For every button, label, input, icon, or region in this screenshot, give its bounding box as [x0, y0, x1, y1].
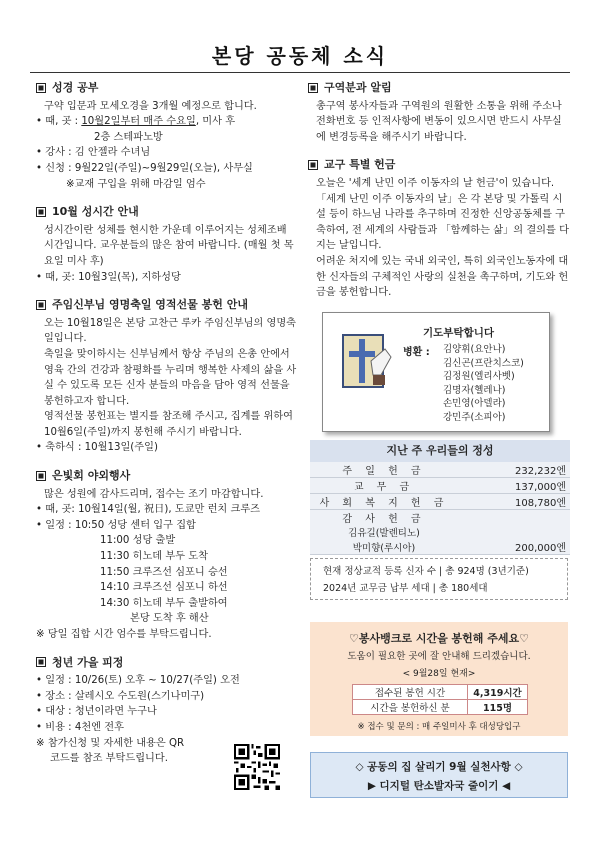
bible-note: ※교재 구입을 위해 마감일 엄수 [66, 178, 206, 190]
volunteer-bank-box [310, 622, 568, 736]
section-bible-study [36, 80, 298, 192]
table-row: 감 사 헌 금 [310, 510, 570, 526]
outing-note: ※ 당일 집합 시간 엄수를 부탁드립니다. [36, 629, 212, 640]
bible-when: • 때, 곳 : 10월2일부터 매주 수요일, 미사 후 [36, 116, 236, 128]
section-feast [36, 297, 298, 456]
square-bullet-icon [36, 300, 46, 310]
outing-when: • 때, 곳: 10월14일(월, 祝日), 도쿄만 런치 크루즈 [36, 504, 261, 516]
eco-action: ▶ 디지털 탄소발자국 줄이기 ◀ [367, 780, 511, 792]
prayer-name: 강민주(소피아) [443, 411, 506, 423]
offering-title: 지난 주 우리들의 정성 [310, 440, 570, 462]
prayer-name: 김명자(헬레나) [443, 384, 506, 396]
bible-intro: 구약 입문과 모세오경을 3개월 예정으로 합니다. [44, 100, 257, 112]
registration-line: 2024년 교무금 납부 세대 | 총 180세대 [323, 583, 488, 594]
volunteer-note: ※ 접수 및 문의 : 매 주일미사 후 대성당입구 [357, 722, 521, 732]
schedule-item: 11:00 성당 출발 [100, 535, 176, 547]
district-body: 총구역 봉사자들과 구역원의 원활한 소통을 위해 주소나 전화번호 등 인적사항에 변동이 있으시면 반드시 사무실에 변경등록을 해주시기 바랍니다. [316, 100, 562, 143]
prayer-names [443, 343, 524, 424]
prayer-title: 기도부탁합니다 [423, 327, 495, 339]
collection-p2: 어려운 처지에 있는 국내 외국인, 특히 외국인노동자에 대한 신자들의 구체적인 사랑의 실천을 촉구하며, 기도와 헌금을 봉헌합니다. [316, 255, 569, 299]
schedule-item: 14:10 크루즈선 심포니 하선 [100, 582, 228, 594]
section-outing [36, 468, 298, 643]
schedule-item: 11:50 크루즈선 심포니 승선 [100, 566, 228, 578]
volunteer-subtitle: 도움이 필요한 곳에 잘 안내해 드리겠습니다. [347, 651, 531, 662]
youth-note: ※ 참가신청 및 자세한 내용은 QR [36, 737, 185, 749]
volunteer-table [352, 684, 528, 715]
section-heading: 성경 공부 [36, 80, 298, 96]
title-divider [30, 72, 570, 73]
qr-code-icon[interactable] [234, 744, 280, 790]
bible-place: 2층 스테파노방 [94, 131, 163, 143]
holy-hour-body: 성시간이란 성체를 현시한 가운데 이루어지는 성체조배 시간입니다. 교우분들의 많은 참여 바랍니다. (매월 첫 목요일 미사 후) [44, 224, 294, 267]
table-row: 주 일 헌 금 232,232엔 [310, 462, 570, 478]
section-heading: 은빛회 야외행사 [36, 468, 298, 484]
section-heading: 주임신부님 영명축일 영적선물 봉헌 안내 [36, 297, 298, 313]
square-bullet-icon [308, 160, 318, 170]
table-row: 접수된 봉헌 시간 4,319시간 [353, 685, 528, 700]
registration-line: 현재 정상교적 등록 신자 수 | 총 924명 (3년기준) [323, 566, 529, 577]
table-row: 김유길(발렌티노) [310, 525, 570, 539]
square-bullet-icon [36, 471, 46, 481]
right-column [308, 80, 570, 313]
table-row: 박미향(루시아) 200,000엔 [310, 539, 570, 555]
eco-action-box [310, 752, 568, 798]
youth-when: • 일정 : 10/26(토) 오후 ~ 10/27(주일) 오전 [36, 675, 240, 687]
prayer-label: 병환 : [403, 347, 430, 358]
square-bullet-icon [36, 207, 46, 217]
square-bullet-icon [36, 657, 46, 667]
prayer-name: 김신곤(프란치스코) [443, 357, 524, 369]
section-holy-hour [36, 204, 298, 285]
youth-cost: • 비용 : 4천엔 전후 [36, 721, 124, 733]
prayer-name: 손민영(아델라) [443, 398, 506, 409]
section-heading: 구역분과 알림 [308, 80, 570, 96]
eco-title: ◇ 공동의 집 살리기 9월 실천사항 ◇ [355, 761, 523, 773]
table-row: 사 회 복 지 헌 금 108,780엔 [310, 494, 570, 510]
square-bullet-icon [308, 83, 318, 93]
feast-p1: 오는 10월18일은 본당 고찬근 루카 주임신부님의 영명축일입니다. [44, 317, 297, 345]
feast-celebration: • 축하식 : 10월13일(주일) [36, 442, 158, 454]
holy-hour-when: • 때, 곳: 10월3일(목), 지하성당 [36, 271, 181, 283]
feast-p2: 축일을 맞이하시는 신부님께서 항상 주님의 은총 안에서 영육 간의 건강과 참평화를 누리며 행복한 사제의 삶을 사실 수 있도록 모든 신자 분들의 마음을 담아 영적 선물을 봉헌하고자 합니다. [44, 348, 297, 407]
section-heading: 교구 특별 헌금 [308, 157, 570, 173]
offering-rows [310, 462, 570, 555]
schedule-item: 본당 도착 후 해산 [130, 613, 209, 625]
praying-hands-cross-icon [341, 331, 395, 391]
prayer-name: 김정원(엘리사벳) [443, 371, 515, 382]
youth-target: • 대상 : 청년이라면 누구나 [36, 706, 157, 718]
prayer-name: 김양휘(요안나) [443, 344, 506, 355]
prayer-request-box [322, 312, 550, 432]
table-row: 교 무 금 137,000엔 [310, 478, 570, 494]
table-row: 시간을 봉헌하신 분 115명 [353, 700, 528, 715]
volunteer-date: < 9월28일 현재> [402, 669, 476, 679]
square-bullet-icon [36, 83, 46, 93]
feast-p3: 영적선물 봉헌표는 별지를 참조해 주시고, 집계를 위하여 10월6일(주일)까지 봉헌해 주시기 바랍니다. [44, 411, 294, 438]
section-collection [308, 157, 570, 300]
schedule-item: 11:30 히노데 부두 도착 [100, 551, 208, 563]
bible-apply: • 신청 : 9월22일(주일)~9월29일(오늘), 사무실 [36, 162, 253, 174]
registration-stats [310, 558, 568, 600]
section-heading: 청년 가을 피정 [36, 655, 298, 671]
section-district [308, 80, 570, 145]
schedule-item: 14:30 히노데 부두 출발하여 [100, 597, 228, 609]
youth-place: • 장소 : 살레시오 수도원(스기나미구) [36, 690, 205, 702]
collection-p1: 오늘은 '세계 난민 이주 이동자의 날 헌금'이 있습니다. 「세계 난민 이주 이동자의 날」은 각 본당 및 가톨릭 시설 등이 하느님 나라를 추구하며 진정한 신앙공동체를 구축하여, 전 세계의 사람들과 「함께하는 삶」의 결의를 다지는 날입니다. [316, 177, 569, 252]
offering-table [310, 440, 570, 554]
youth-note: 코드를 참조 부탁드립니다. [50, 753, 168, 765]
bible-teacher: • 강사 : 김 안젤라 수녀님 [36, 147, 151, 159]
page-title: 본당 공동체 소식 [211, 44, 389, 68]
outing-intro: 많은 성원에 감사드리며, 접수는 조기 마감합니다. [44, 488, 264, 500]
outing-schedule-first: • 일정 : 10:50 성당 센터 입구 집합 [36, 519, 196, 531]
left-column [36, 80, 298, 779]
volunteer-title: ♡봉사뱅크로 시간을 봉헌해 주세요♡ [349, 632, 529, 645]
section-heading: 10월 성시간 안내 [36, 204, 298, 220]
